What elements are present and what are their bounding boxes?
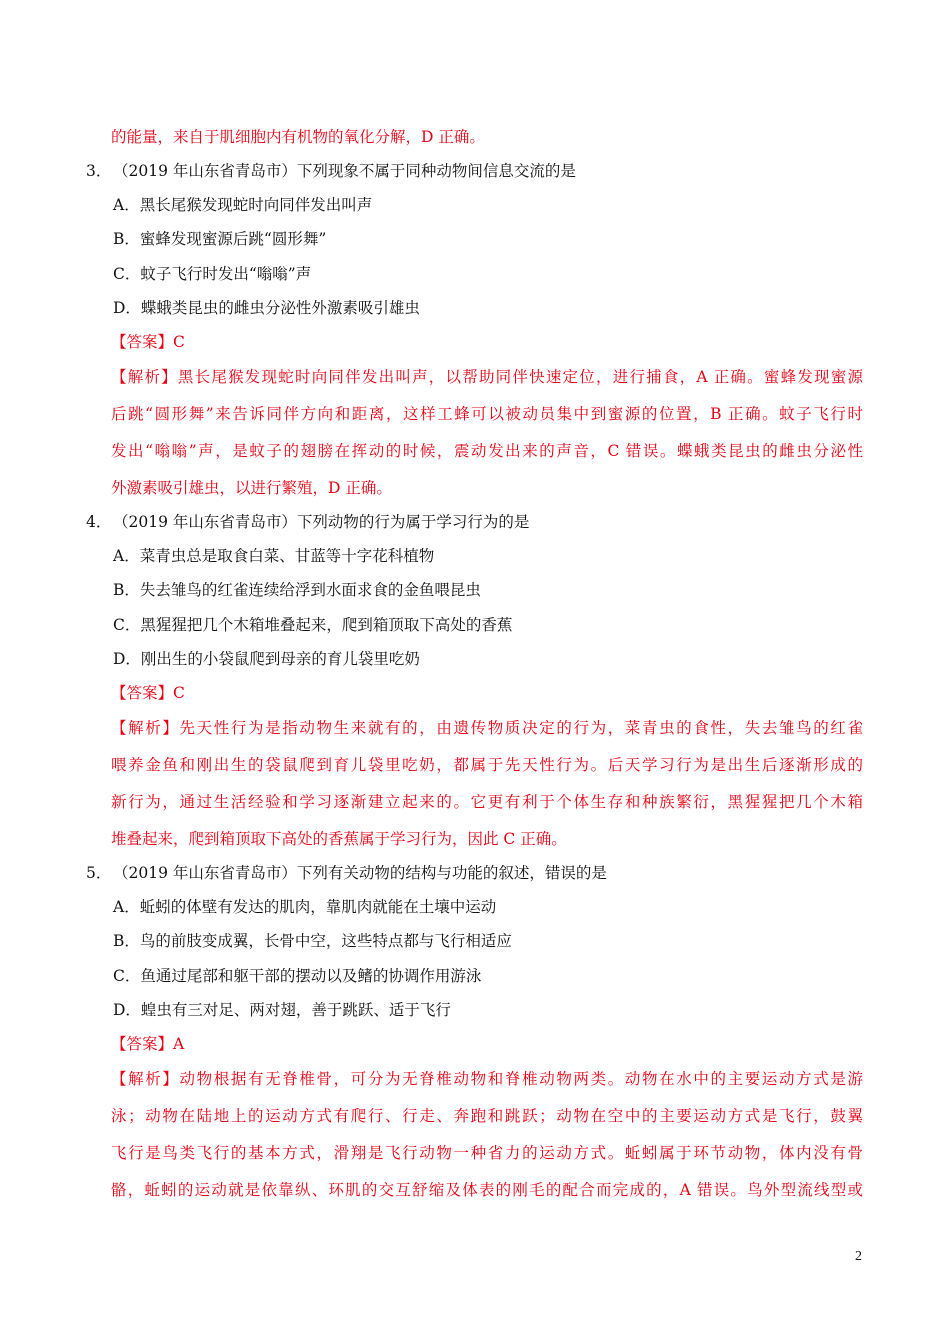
- page-number: 2: [855, 1249, 862, 1264]
- question-5-option-a: A．蚯蚓的体壁有发达的肌肉，靠肌肉就能在土壤中运动: [113, 898, 497, 916]
- question-3-number: 3．: [86, 162, 112, 180]
- question-4-option-d: D．刚出生的小袋鼠爬到母亲的育儿袋里吃奶: [113, 650, 420, 668]
- question-3-analysis-line-4: 外激素吸引雄虫，以进行繁殖，D 正确。: [111, 479, 392, 497]
- question-4-option-c: C．黑猩猩把几个木箱堆叠起来，爬到箱顶取下高处的香蕉: [113, 616, 513, 634]
- question-3-option-a: A．黑长尾猴发现蛇时向同伴发出叫声: [113, 196, 373, 214]
- question-3-option-d: D．蝶蛾类昆虫的雌虫分泌性外激素吸引雄虫: [113, 299, 420, 317]
- question-3-option-c: C．蚊子飞行时发出“嗡嗡”声: [113, 265, 312, 283]
- question-4-option-a: A．菜青虫总是取食白菜、甘蓝等十字花科植物: [113, 547, 435, 565]
- question-5-option-b: B．鸟的前肢变成翼，长骨中空，这些特点都与飞行相适应: [113, 932, 512, 950]
- question-5-answer: 【答案】A: [111, 1035, 185, 1053]
- question-5-option-c: C．鱼通过尾部和躯干部的摆动以及鳍的协调作用游泳: [113, 967, 482, 985]
- question-5-analysis-line-4: 骼，蚯蚓的运动就是依靠纵、环肌的交互舒缩及体表的刚毛的配合而完成的，A 错误。鸟外型流线型或: [111, 1181, 863, 1199]
- question-5-stem: [86, 862, 607, 884]
- question-3-answer: 【答案】C: [111, 333, 185, 351]
- question-5-analysis-line-2: 泳；动物在陆地上的运动方式有爬行、行走、奔跑和跳跃；动物在空中的主要运动方式是飞行，鼓翼: [111, 1107, 863, 1125]
- question-3-analysis-line-3: 发出“嗡嗡”声，是蚊子的翅膀在挥动的时候，震动发出来的声音，C 错误。蝶蛾类昆虫的雌虫分泌性: [111, 442, 863, 460]
- question-4-analysis-line-4: 堆叠起来，爬到箱顶取下高处的香蕉属于学习行为，因此 C 正确。: [111, 830, 567, 848]
- question-4-option-b: B．失去雏鸟的红雀连续给浮到水面求食的金鱼喂昆虫: [113, 581, 481, 599]
- question-5-number: 5．: [86, 864, 112, 882]
- question-4-analysis-line-3: 新行为，通过生活经验和学习逐渐建立起来的。它更有利于个体生存和种族繁衍，黑猩猩把几个木箱: [111, 793, 863, 811]
- question-5-analysis-line-1: 【解析】动物根据有无脊椎骨，可分为无脊椎动物和脊椎动物两类。动物在水中的主要运动方式是游: [111, 1070, 863, 1088]
- question-4-stem: [86, 511, 529, 533]
- question-3-analysis-line-1: 【解析】黑长尾猴发现蛇时向同伴发出叫声，以帮助同伴快速定位，进行捕食，A 正确。蜜蜂发现蜜源: [111, 368, 863, 386]
- question-3-analysis-line-2: 后跳“圆形舞”来告诉同伴方向和距离，这样工蜂可以被动员集中到蜜源的位置，B 正确。蚊子飞行时: [111, 405, 863, 423]
- question-4-analysis-line-1: 【解析】先天性行为是指动物生来就有的，由遗传物质决定的行为，菜青虫的食性，失去雏鸟的红雀: [111, 719, 863, 737]
- question-3-text: （2019 年山东省青岛市）下列现象不属于同种动物间信息交流的是: [113, 162, 576, 180]
- question-4-analysis-line-2: 喂养金鱼和刚出生的袋鼠爬到育儿袋里吃奶，都属于先天性行为。后天学习行为是出生后逐渐形成的: [111, 756, 863, 774]
- question-3-stem: [86, 160, 576, 182]
- question-5-analysis-line-3: 飞行是鸟类飞行的基本方式，滑翔是飞行动物一种省力的运动方式。蚯蚓属于环节动物，体内没有骨: [111, 1144, 863, 1162]
- question-4-text: （2019 年山东省青岛市）下列动物的行为属于学习行为的是: [113, 513, 530, 531]
- intro-analysis-line: 的能量，来自于肌细胞内有机物的氧化分解，D 正确。: [111, 128, 485, 146]
- question-3-option-b: B．蜜蜂发现蜜源后跳“圆形舞”: [113, 230, 327, 248]
- question-5-text: （2019 年山东省青岛市）下列有关动物的结构与功能的叙述，错误的是: [113, 864, 607, 882]
- question-4-answer: 【答案】C: [111, 684, 185, 702]
- question-5-option-d: D．蝗虫有三对足、两对翅，善于跳跃、适于飞行: [113, 1001, 451, 1019]
- question-4-number: 4．: [86, 513, 112, 531]
